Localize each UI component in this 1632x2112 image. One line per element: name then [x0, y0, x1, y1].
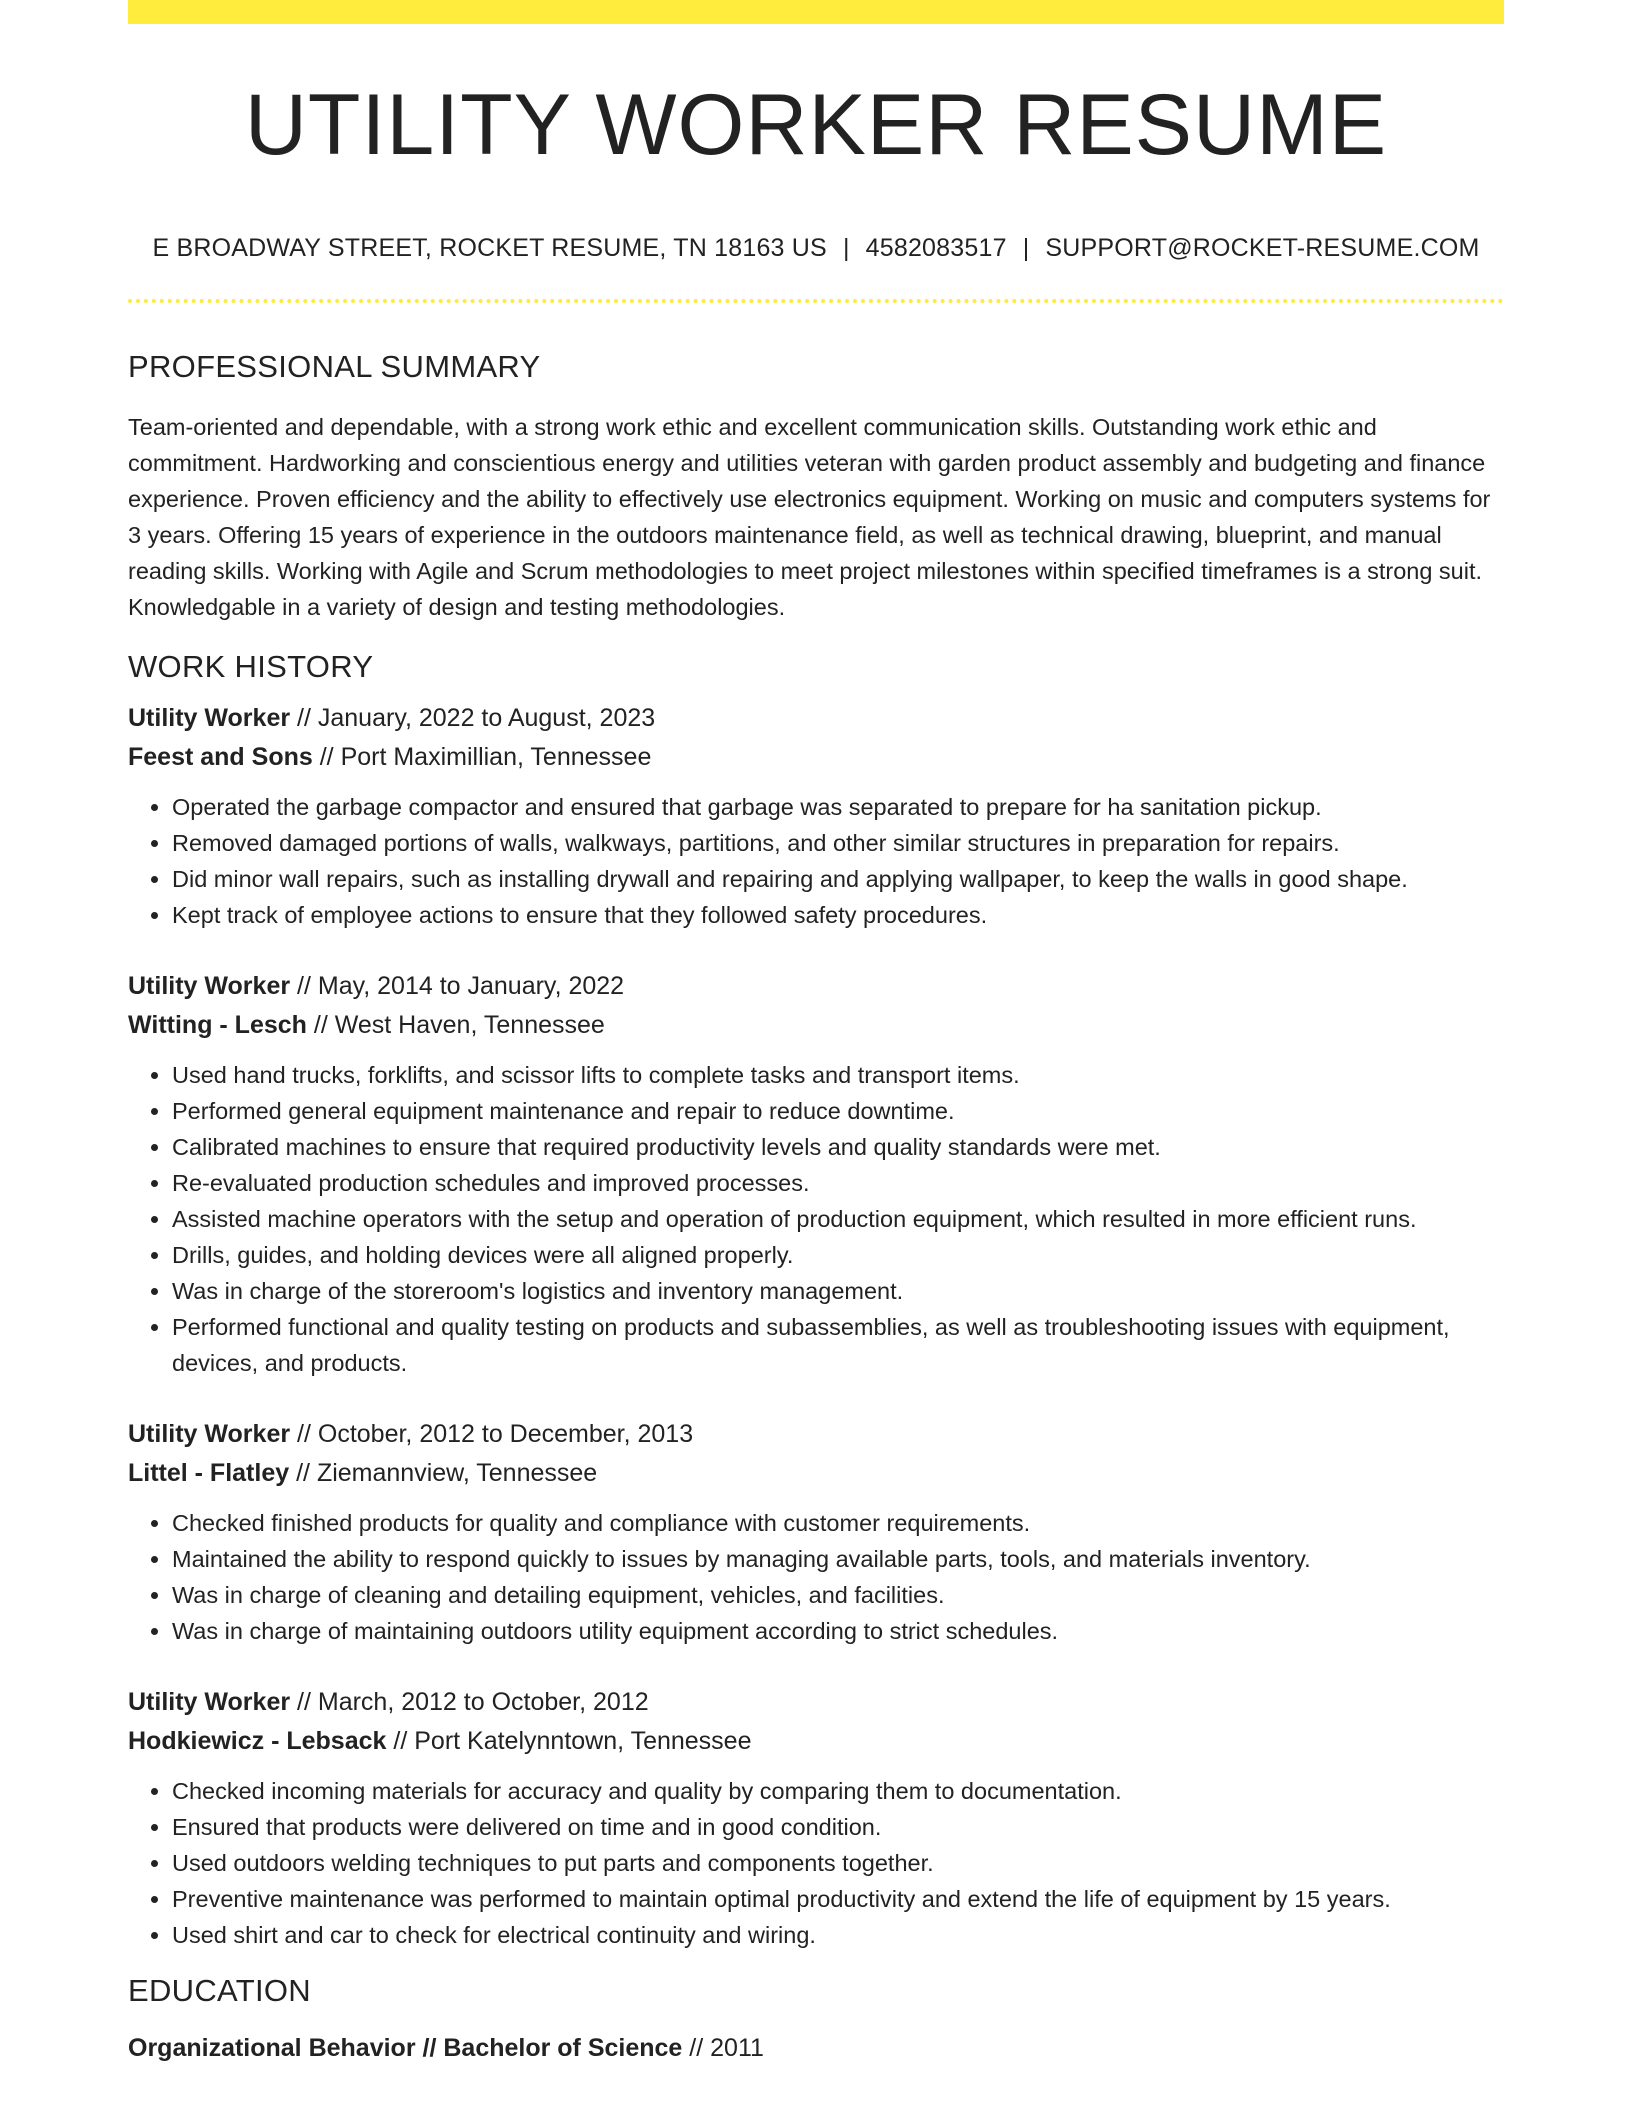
contact-address: E BROADWAY STREET, ROCKET RESUME, TN 18163 US [152, 234, 827, 262]
work-history-list [128, 699, 1504, 1953]
job-bullet: • Checked finished products for quality and compliance with customer requirements. [172, 1505, 1504, 1541]
contact-line [128, 234, 1504, 263]
section-title-work-history: WORK HISTORY [128, 649, 374, 684]
summary-text: Team-oriented and dependable, with a strong work ethic and excellent communication skills. Outstanding work ethic and commitment. Hardworking and conscientious energy and utilities veteran with garden product assembly and budgeting and finance experience. Proven efficiency and the ability to effectively use electronics equipment. Working on music and computers systems for 3 years. Offering 15 years of experience in the outdoors maintenance field, as well as technical drawing, blueprint, and manual reading skills. Working with Agile and Scrum methodologies to meet project milestones within specified timeframes is a strong suit. Knowledgable in a variety of design and testing methodologies. [128, 414, 1491, 620]
job-role: Utility Worker [128, 1420, 291, 1448]
job-separator: // [290, 972, 318, 1000]
job-bullet: • Removed damaged portions of walls, walkways, partitions, and other similar structures in preparation for repairs. [172, 825, 1504, 861]
job-separator: // [312, 743, 341, 771]
job-location: West Haven, Tennessee [334, 1011, 605, 1039]
job-entry [128, 699, 1504, 933]
job-bullet: • Was in charge of maintaining outdoors utility equipment according to strict schedules. [172, 1613, 1504, 1649]
education-year: 2011 [710, 2034, 764, 2062]
job-dates: May, 2014 to January, 2022 [317, 972, 625, 1000]
job-bullet-list [128, 1505, 1504, 1649]
job-separator: // [289, 1459, 317, 1487]
job-bullet: • Was in charge of cleaning and detailing equipment, vehicles, and facilities. [172, 1577, 1504, 1613]
education-field: Organizational Behavior [128, 2034, 416, 2062]
job-company: Witting - Lesch [128, 1011, 307, 1039]
job-bullet: • Was in charge of the storeroom's logistics and inventory management. [172, 1273, 1504, 1309]
job-bullet: • Used outdoors welding techniques to put parts and components together. [172, 1845, 1504, 1881]
job-entry [128, 967, 1504, 1381]
job-bullet-list [128, 1057, 1504, 1381]
resume-title: UTILITY WORKER RESUME [244, 77, 1388, 173]
contact-email: SUPPORT@ROCKET-RESUME.COM [1045, 234, 1480, 262]
job-separator: // [386, 1727, 415, 1755]
job-separator: // [306, 1011, 335, 1039]
education-separator: // [682, 2034, 711, 2062]
job-bullet: • Preventive maintenance was performed to maintain optimal productivity and extend the life of equipment by 15 years. [172, 1881, 1504, 1917]
job-title-line [128, 967, 1504, 1006]
job-title-line [128, 1415, 1504, 1454]
job-bullet-list [128, 1773, 1504, 1953]
job-role: Utility Worker [128, 704, 291, 732]
job-company: Feest and Sons [128, 743, 313, 771]
education-entry [128, 2029, 1504, 2068]
dotted-divider [128, 299, 1504, 303]
job-bullet: • Calibrated machines to ensure that required productivity levels and quality standards were met. [172, 1129, 1504, 1165]
job-bullet: • Checked incoming materials for accuracy and quality by comparing them to documentation. [172, 1773, 1504, 1809]
job-separator: // [290, 1688, 318, 1716]
job-bullet: • Maintained the ability to respond quickly to issues by managing available parts, tools, and materials inventory. [172, 1541, 1504, 1577]
job-location: Port Katelynntown, Tennessee [414, 1727, 752, 1755]
job-separator: // [290, 1420, 318, 1448]
education-separator: // [415, 2034, 444, 2062]
section-title-summary: PROFESSIONAL SUMMARY [128, 349, 541, 384]
education-degree: Bachelor of Science [443, 2034, 683, 2062]
job-role: Utility Worker [128, 972, 291, 1000]
job-entry [128, 1415, 1504, 1649]
job-title-line [128, 699, 1504, 738]
job-company: Hodkiewicz - Lebsack [128, 1727, 387, 1755]
resume-page [128, 0, 1504, 2068]
job-location: Port Maximillian, Tennessee [340, 743, 652, 771]
job-title-line [128, 1683, 1504, 1722]
job-dates: January, 2022 to August, 2023 [317, 704, 656, 732]
job-dates: October, 2012 to December, 2013 [317, 1420, 694, 1448]
contact-separator: | [1022, 234, 1030, 262]
contact-phone: 4582083517 [865, 234, 1007, 262]
job-entry [128, 1683, 1504, 1953]
job-dates: March, 2012 to October, 2012 [317, 1688, 649, 1716]
job-bullet: • Kept track of employee actions to ensure that they followed safety procedures. [172, 897, 1504, 933]
job-company: Littel - Flatley [128, 1459, 290, 1487]
job-separator: // [290, 704, 318, 732]
job-bullet: • Used shirt and car to check for electrical continuity and wiring. [172, 1917, 1504, 1953]
top-accent-bar [128, 0, 1504, 24]
job-bullet: • Drills, guides, and holding devices were all aligned properly. [172, 1237, 1504, 1273]
job-company-line [128, 1006, 1504, 1045]
job-company-line [128, 738, 1504, 777]
job-bullet: • Performed functional and quality testing on products and subassemblies, as well as troubleshooting issues with equipment, devices, and products. [172, 1309, 1504, 1381]
job-bullet: • Re-evaluated production schedules and improved processes. [172, 1165, 1504, 1201]
job-role: Utility Worker [128, 1688, 291, 1716]
job-bullet-list [128, 789, 1504, 933]
job-bullet: • Ensured that products were delivered on time and in good condition. [172, 1809, 1504, 1845]
job-bullet: • Operated the garbage compactor and ensured that garbage was separated to prepare for ha sanitation pickup. [172, 789, 1504, 825]
job-bullet: • Performed general equipment maintenance and repair to reduce downtime. [172, 1093, 1504, 1129]
job-company-line [128, 1454, 1504, 1493]
contact-separator: | [842, 234, 850, 262]
job-bullet: • Assisted machine operators with the setup and operation of production equipment, which resulted in more efficient runs. [172, 1201, 1504, 1237]
section-title-education: EDUCATION [128, 1973, 311, 2008]
job-bullet: • Used hand trucks, forklifts, and scissor lifts to complete tasks and transport items. [172, 1057, 1504, 1093]
job-bullet: • Did minor wall repairs, such as installing drywall and repairing and applying wallpaper, to keep the walls in good shape. [172, 861, 1504, 897]
job-location: Ziemannview, Tennessee [316, 1459, 598, 1487]
job-company-line [128, 1722, 1504, 1761]
